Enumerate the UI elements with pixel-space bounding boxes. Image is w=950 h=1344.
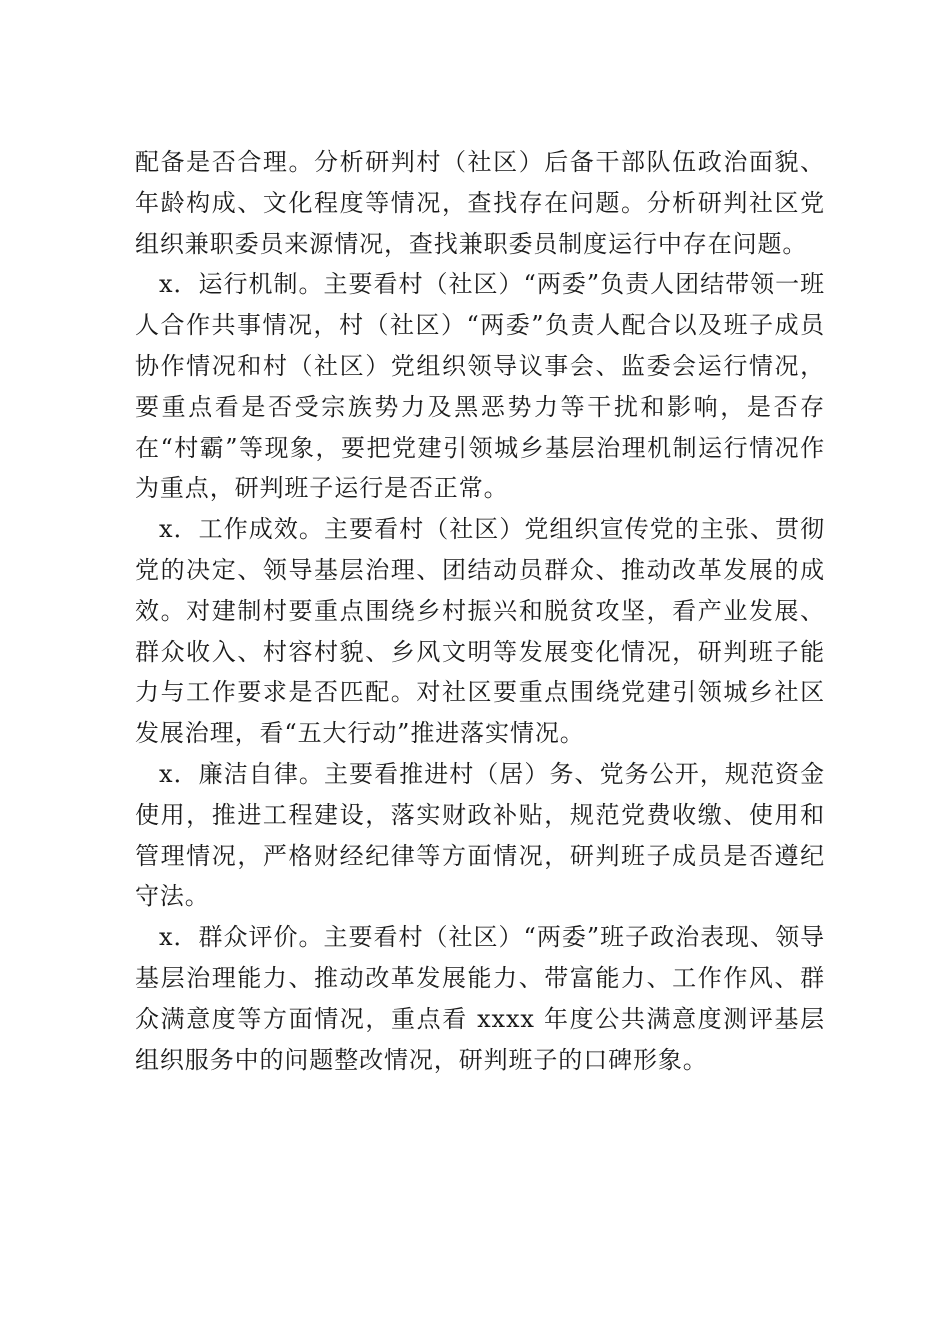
paragraph-work-effectiveness: x．工作成效。主要看村（社区）党组织宣传党的主张、贯彻党的决定、领导基层治理、团结动员群众、推动改革发展的成效。对建制村要重点围绕乡村振兴和脱贫攻坚，看产业发展、群众收入、村容村貌、乡风文明等发展变化情况，研判班子能力与工作要求是否匹配。对社区要重点围绕党建引领城乡社区发展治理，看“五大行动”推进落实情况。 (135, 515, 825, 748)
paragraph-backup-cadres: 配备是否合理。分析研判村（社区）后备干部队伍政治面貌、年龄构成、文化程度等情况，查找存在问题。分析研判社区党组织兼职委员来源情况，查找兼职委员制度运行中存在问题。 (135, 148, 825, 258)
paragraph-integrity-self-discipline: x．廉洁自律。主要看推进村（居）务、党务公开，规范资金使用，推进工程建设，落实财政补贴，规范党费收缴、使用和管理情况，严格财经纪律等方面情况，研判班子成员是否遵纪守法。 (135, 759, 825, 911)
paragraph-public-evaluation: x．群众评价。主要看村（社区）“两委”班子政治表现、领导基层治理能力、推动改革发展能力、带富能力、工作作风、群众满意度等方面情况，重点看 xxxx 年度公共满意度测评基层组织服务中的问题整改情况，研判班子的口碑形象。 (135, 923, 825, 1074)
paragraph-operating-mechanism: x．运行机制。主要看村（社区）“两委”负责人团结带领一班人合作共事情况，村（社区）“两委”负责人配合以及班子成员协作情况和村（社区）党组织领导议事会、监委会运行情况，要重点看是否受宗族势力及黑恶势力等干扰和影响，是否存在“村霸”等现象，要把党建引领城乡基层治理机制运行情况作为重点，研判班子运行是否正常。 (135, 270, 825, 503)
document-body (135, 142, 825, 1080)
